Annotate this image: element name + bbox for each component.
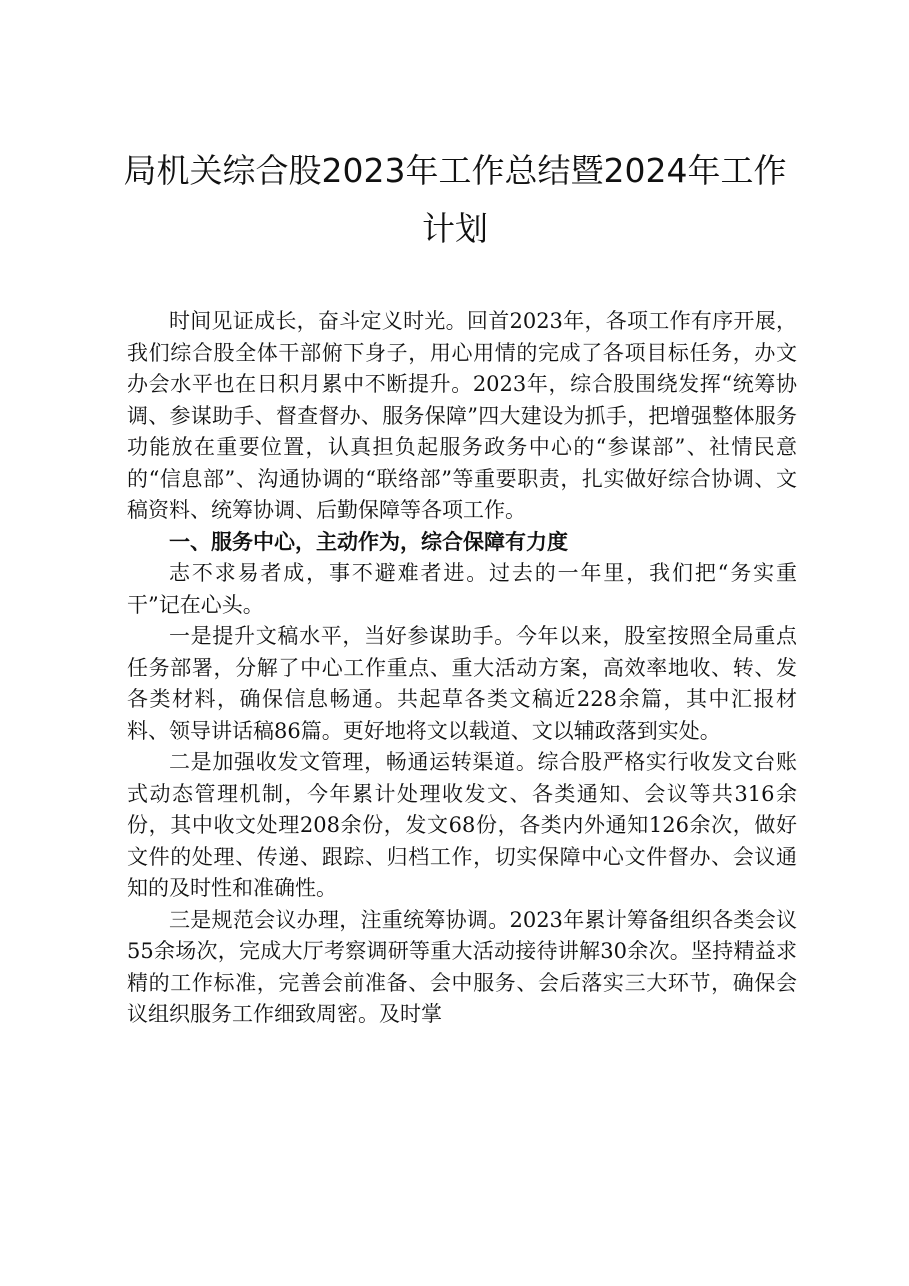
document-title: 局机关综合股2023年工作总结暨2024年工作计划	[123, 151, 787, 248]
intro-paragraph: 时间见证成长，奋斗定义时光。回首2023年，各项工作有序开展，我们综合股全体干部俯下身子，用心用情的完成了各项目标任务，办文办会水平也在日积月累中不断提升。2023年，综合股围绕发挥“统筹协调、参谋助手、督查督办、服务保障”四大建设为抓手，把增强整体服务功能放在重要位置，认真担负起服务政务中心的“参谋部”、社情民意的“信息部”、沟通协调的“联络部”等重要职责，扎实做好综合协调、文稿资料、统筹协调、后勤保障等各项工作。	[127, 309, 797, 522]
document-body	[127, 306, 797, 1031]
section-lead-paragraph: 志不求易者成，事不避难者进。过去的一年里，我们把“务实重干”记在心头。	[127, 561, 797, 617]
item-three-paragraph: 三是规范会议办理，注重统筹协调。2023年累计筹备组织各类会议55余场次，完成大厅考察调研等重大活动接待讲解30余次。坚持精益求精的工作标准，完善会前准备、会中服务、会后落实三大环节，确保会议组织服务工作细致周密。及时掌	[127, 907, 797, 1026]
section-heading: 一、服务中心，主动作为，综合保障有力度	[169, 529, 568, 554]
item-one-paragraph: 一是提升文稿水平，当好参谋助手。今年以来，股室按照全局重点任务部署，分解了中心工作重点、重大活动方案，高效率地收、转、发各类材料，确保信息畅通。共起草各类文稿近228余篇，其中汇报材料、领导讲话稿86篇。更好地将文以载道、文以辅政落到实处。	[127, 624, 797, 743]
item-two-paragraph: 二是加强收发文管理，畅通运转渠道。综合股严格实行收发文台账式动态管理机制，今年累计处理收发文、各类通知、会议等共316余份，其中收文处理208余份，发文68份，各类内外通知126余次，做好文件的处理、传递、跟踪、归档工作，切实保障中心文件督办、会议通知的及时性和准确性。	[127, 750, 797, 900]
